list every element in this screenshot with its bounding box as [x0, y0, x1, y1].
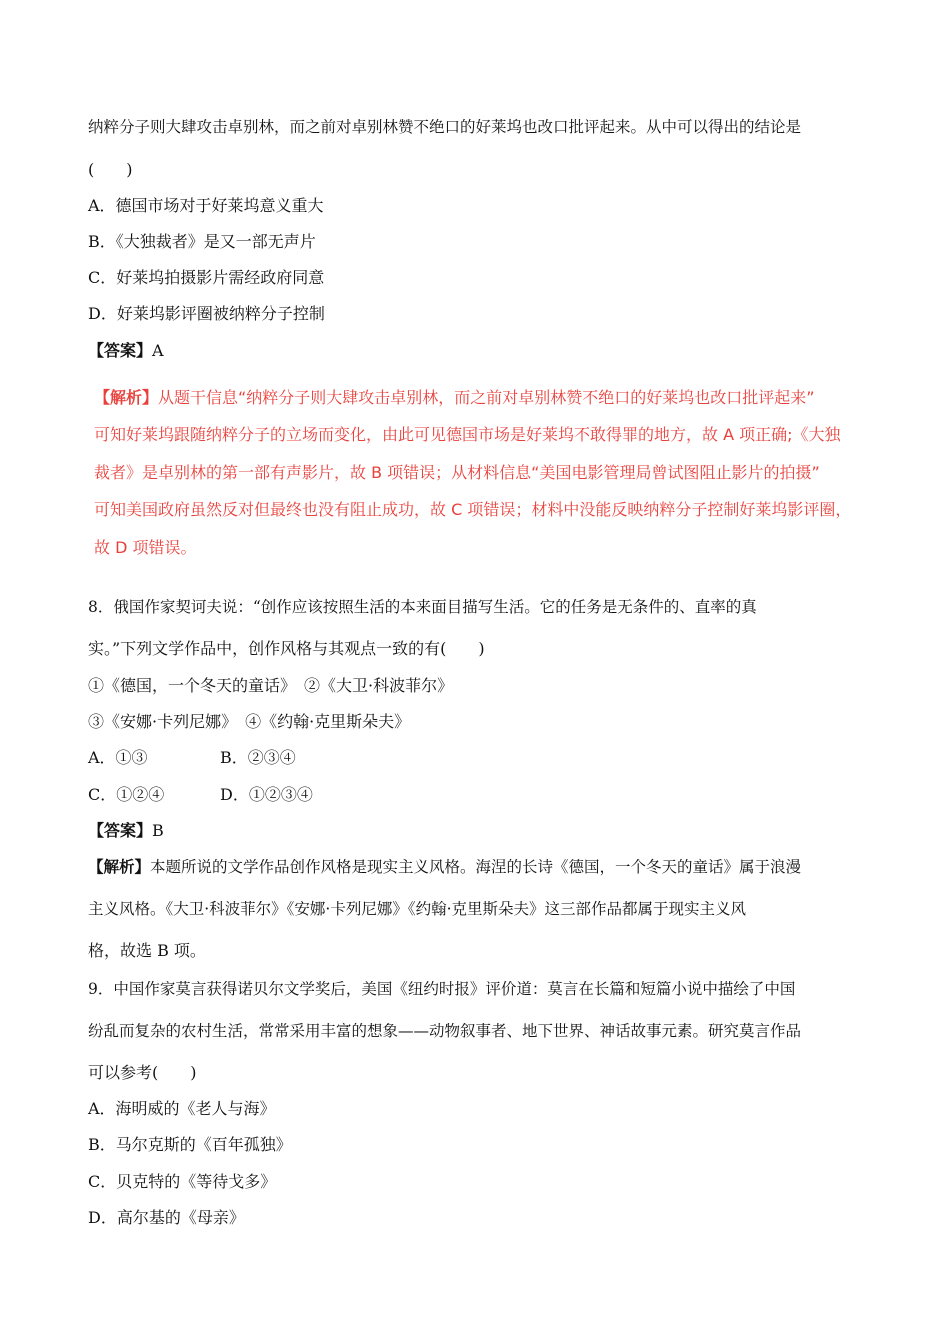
q7-answer-paren: ( ): [88, 160, 133, 179]
q9-option-a: A．海明威的《老人与海》: [88, 1099, 276, 1118]
q8-option-c: C．①②④: [88, 785, 165, 804]
q8-analysis-line-2: 主义风格。《大卫·科波菲尔》《安娜·卡列尼娜》《约翰·克里斯朵夫》这三部作品都属于现实主义风: [88, 900, 747, 918]
q8-stem-line-2: 实。”下列文学作品中，创作风格与其观点一致的有( ): [88, 639, 485, 658]
q9-option-d: D．高尔基的《母亲》: [88, 1208, 245, 1227]
q7-option-d: D．好莱坞影评圈被纳粹分子控制: [88, 304, 325, 323]
answer-value: B: [152, 821, 164, 840]
q8-options-row-1: [88, 748, 296, 768]
answer-value: A: [152, 341, 164, 360]
answer-label: 【答案】: [88, 341, 153, 360]
analysis-label: 【解析】: [94, 388, 159, 407]
q7-analysis-line-4: 可知美国政府虽然反对但最终也没有阻止成功，故 C 项错误；材料中没能反映纳粹分子控制好莱坞影评圈，: [94, 500, 852, 519]
q8-options-row-2: [88, 785, 313, 805]
q8-option-a: A．①③: [88, 748, 148, 767]
q8-stem-line-1: 8．俄国作家契诃夫说：“创作应该按照生活的本来面目描写生活。它的任务是无条件的、直率的真: [88, 598, 757, 616]
q8-option-b: B．②③④: [220, 748, 296, 767]
q7-option-c: C．好莱坞拍摄影片需经政府同意: [88, 268, 325, 287]
q7-option-b: B．《大独裁者》是又一部无声片: [88, 232, 316, 251]
q7-answer: [88, 341, 164, 361]
q9-stem-line-2: 纷乱而复杂的农村生活，常常采用丰富的想象——动物叙事者、地下世界、神话故事元素。研究莫言作品: [88, 1022, 802, 1040]
analysis-label: 【解析】: [88, 857, 151, 876]
q9-stem-line-1: 9．中国作家莫言获得诺贝尔文学奖后，美国《纽约时报》评价道：莫言在长篇和短篇小说中描绘了中国: [88, 980, 796, 998]
q9-option-c: C．贝克特的《等待戈多》: [88, 1172, 277, 1191]
q8-answer: [88, 821, 164, 841]
q8-analysis-line-3: 格，故选 B 项。: [88, 941, 206, 960]
q7-option-a: A．德国市场对于好莱坞意义重大: [88, 196, 324, 215]
q8-analysis-line-1: [88, 857, 801, 877]
q7-stem: 纳粹分子则大肆攻击卓别林，而之前对卓别林赞不绝口的好莱坞也改口批评起来。从中可以得出的结论是: [88, 118, 802, 136]
q7-analysis-line-2: 可知好莱坞跟随纳粹分子的立场而变化，由此可见德国市场是好莱坞不敢得罪的地方，故 A 项正确;《大独: [94, 425, 841, 444]
q8-option-d: D．①②③④: [220, 785, 313, 804]
analysis-text: 本题所说的文学作品创作风格是现实主义风格。海涅的长诗《德国，一个冬天的童话》属于浪漫: [150, 858, 802, 876]
q9-stem-line-3: 可以参考( ): [88, 1063, 197, 1082]
analysis-text: 从题干信息“纳粹分子则大肆攻击卓别林，而之前对卓别林赞不绝口的好莱坞也改口批评起来”: [158, 388, 815, 407]
q8-items-line-1: ①《德国，一个冬天的童话》 ②《大卫·科波菲尔》: [88, 676, 454, 695]
q7-analysis-line-5: 故 D 项错误。: [94, 538, 197, 557]
q7-analysis-line-3: 裁者》是卓别林的第一部有声影片，故 B 项错误；从材料信息“美国电影管理局曾试图阻止影片的拍摄”: [94, 463, 820, 482]
answer-label: 【答案】: [88, 821, 153, 840]
q7-analysis-line-1: [94, 388, 815, 408]
q9-option-b: B．马尔克斯的《百年孤独》: [88, 1135, 292, 1154]
q8-items-line-2: ③《安娜·卡列尼娜》 ④《约翰·克里斯朵夫》: [88, 712, 411, 731]
